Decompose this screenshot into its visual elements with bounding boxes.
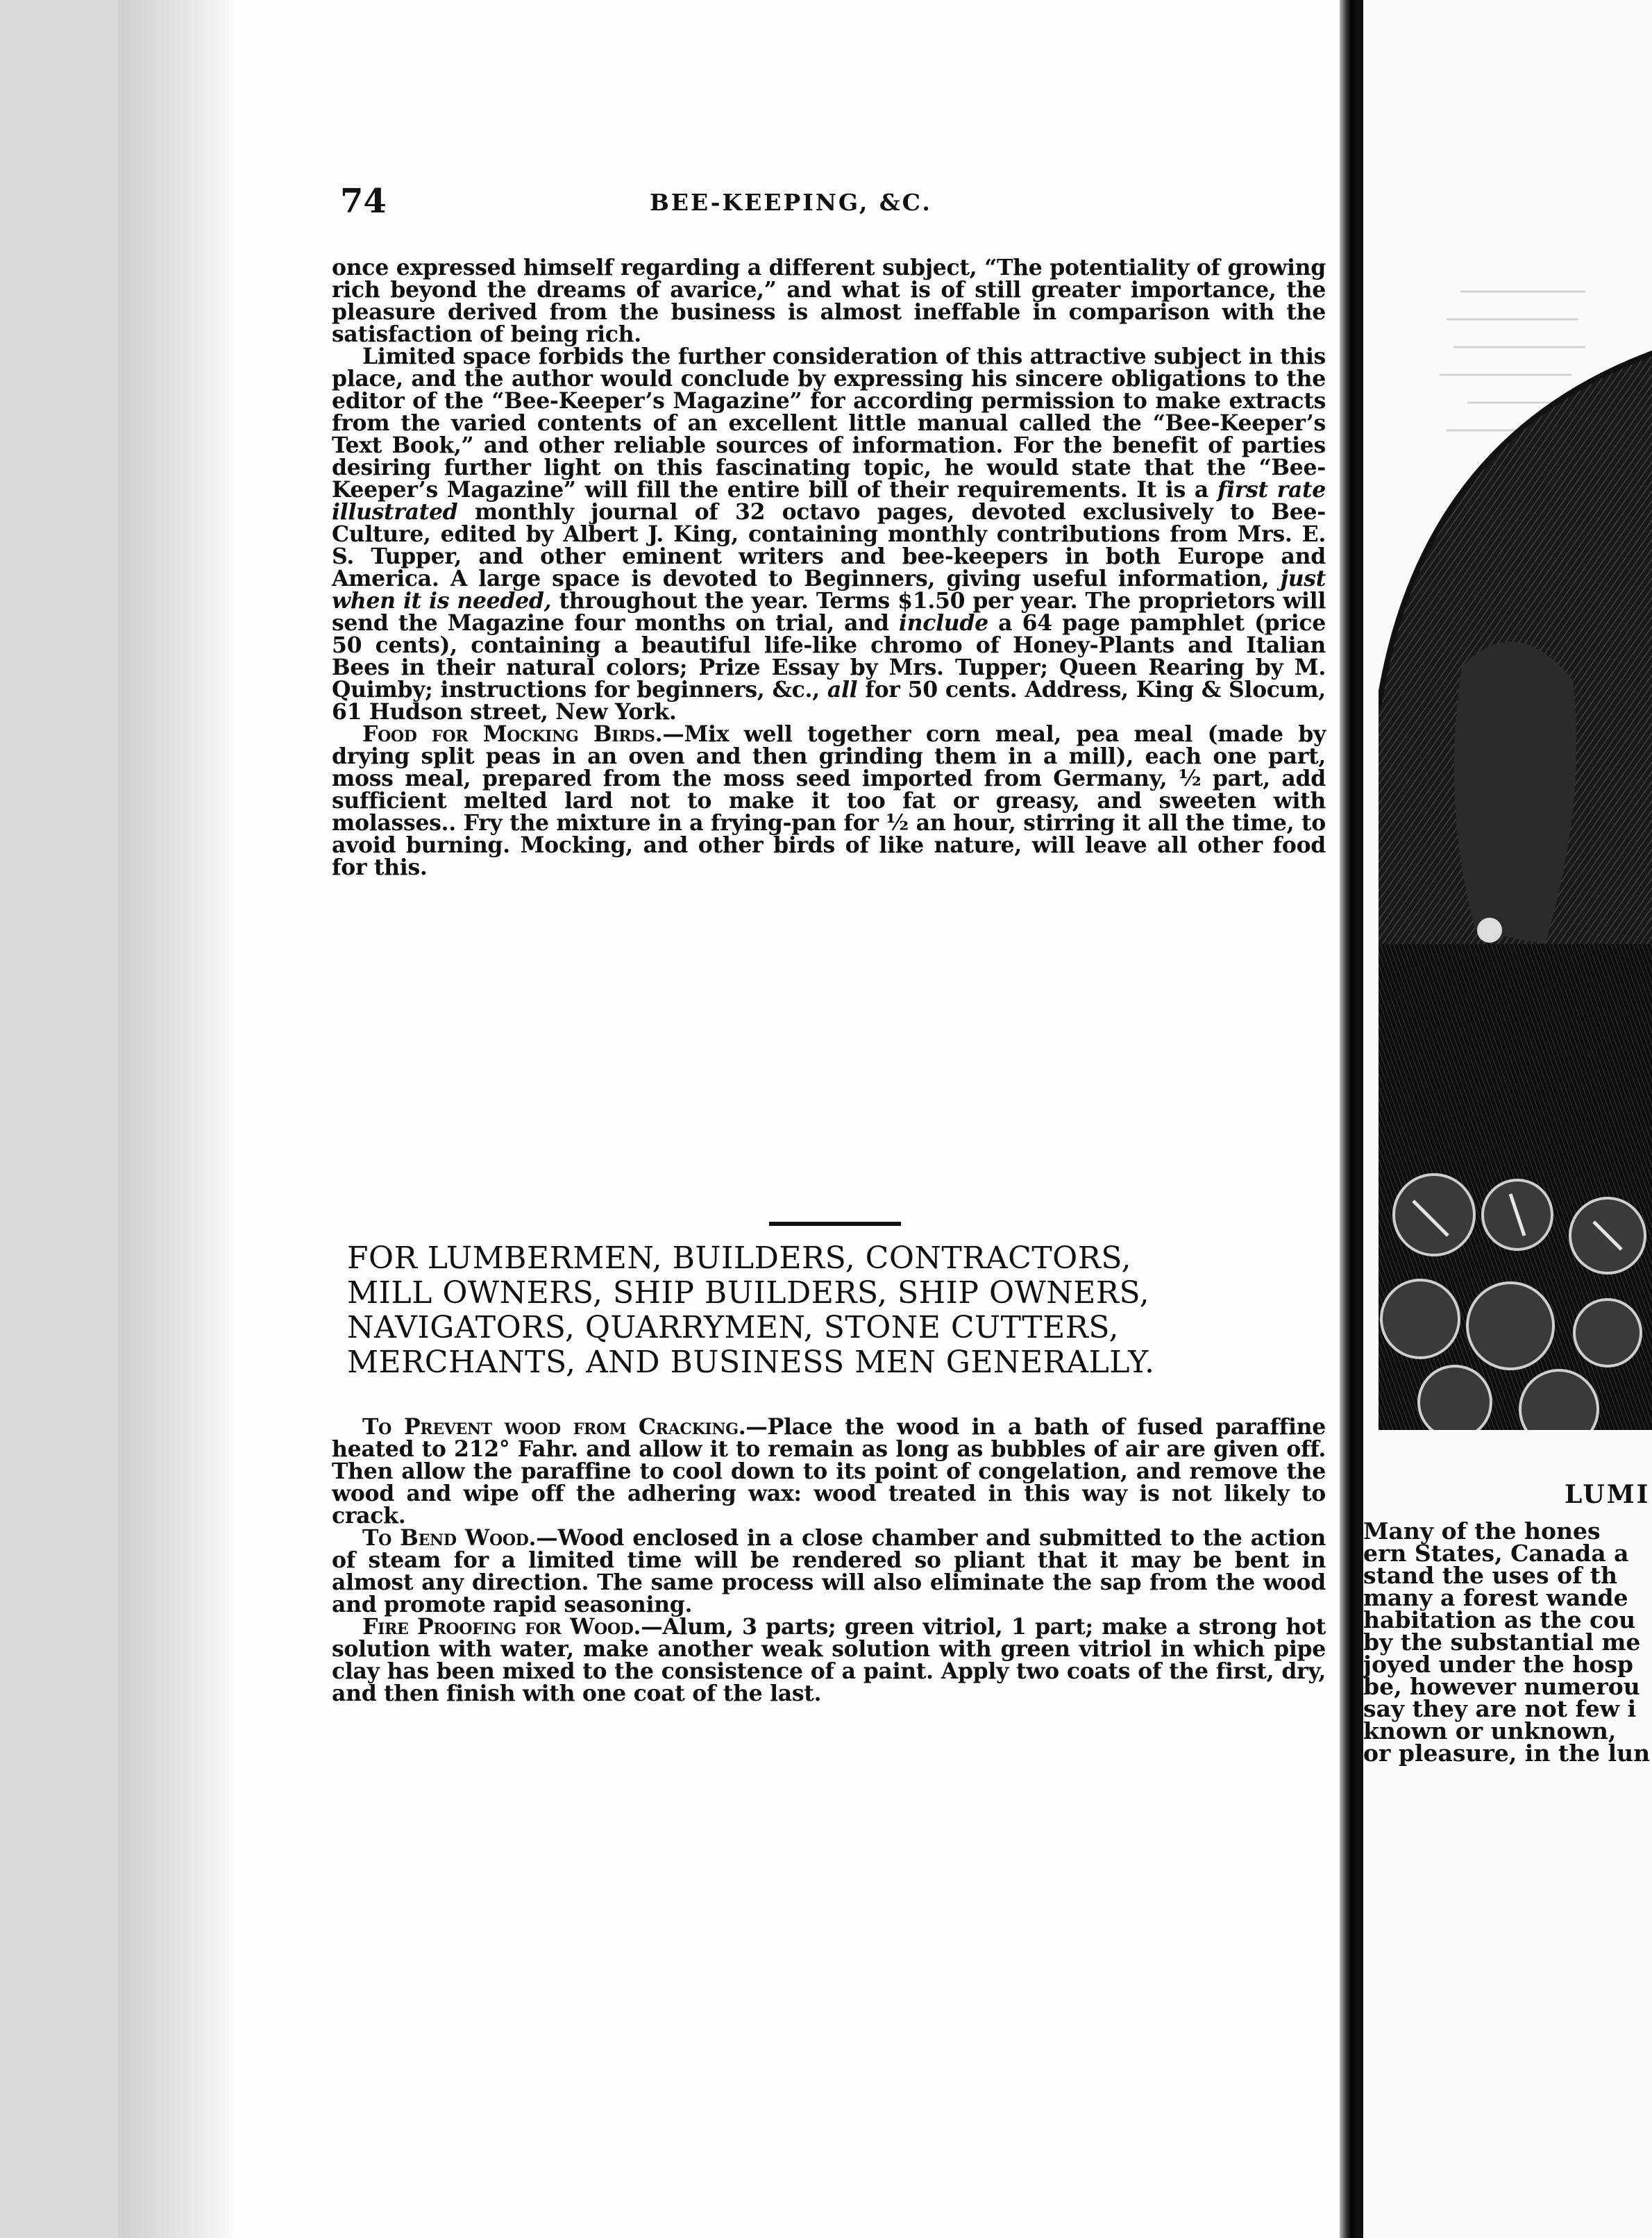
page-edge-shadow bbox=[118, 0, 229, 2238]
right-page-line: known or unknown, bbox=[1363, 1717, 1617, 1744]
book-gutter-dark bbox=[1356, 0, 1363, 2238]
paragraph-title: To Prevent wood from Cracking. bbox=[362, 1414, 746, 1440]
italic-run: all bbox=[827, 677, 858, 702]
text-run: Limited space forbids the further consideration of this attractive subject in this place, and the author would conclude by expressing his sincere obligations to the editor of the “Bee-Keeper’s Magazine” for according permission to make extracts from the varied contents of an excellent little manual called the “Bee-Keeper’s Text Book,” and other reliable sources of information. For the benefit of parties desiring further light on this fascinating topic, he would state that the “Bee-Keeper’s Magazine” will fill the entire bill of their requirements. It is a bbox=[332, 344, 1326, 503]
paragraph-continuation: once expressed himself regarding a different subject, “The potentiality of growing rich beyond the dreams of avarice,” and what is of still greater importance, the pleasure derived from the business is almost ineffable in comparison with the satisfaction of being rich. bbox=[332, 255, 1326, 347]
paragraph-text: —Place the wood in a bath of fused paraffine heated to 212° Fahr. and allow it to remain as long as bubbles of air are given off. Then allow the paraffine to cool down to its point of congelation, and remove the wood and wipe off the adhering wax: wood treated in this way is not likely to crack. bbox=[332, 1414, 1326, 1529]
italic-run: just when it is needed, bbox=[332, 566, 1326, 614]
right-page-line: be, however numerou bbox=[1363, 1673, 1640, 1700]
right-page-line: many a forest wande bbox=[1363, 1584, 1628, 1611]
page-header bbox=[340, 182, 1326, 224]
paragraph-text: —Wood enclosed in a close chamber and submitted to the action of steam for a limited time will be rendered so pliant that it may be bent in almost any direction. The same process will also eliminate the sap from the wood and promote rapid seasoning. bbox=[332, 1525, 1326, 1617]
text-run: a 64 page pamphlet (price 50 cents), containing a beautiful life-like chromo of Honey-Plants and Italian Bees in their natural colors; Prize Essay by Mrs. Tupper; Queen Rearing by M. Quimby; instructions for beginners, &c., bbox=[332, 610, 1326, 702]
paragraph-text: —Mix well together corn meal, pea meal (made by drying split peas in an oven and then grinding them in a mill), each one part, moss meal, prepared from the moss seed imported from Germany, ½ part, add sufficient melted lard not to make it too fat or greasy, and sweeten with molasses.. Fry the mixture in a frying-pan for ½ an hour, stirring it all the time, to avoid burning. Mocking, and other birds of like nature, will leave all other food for this. bbox=[332, 721, 1326, 880]
right-page-line: or pleasure, in the lun bbox=[1363, 1740, 1651, 1767]
running-head: BEE-KEEPING, &C. bbox=[650, 189, 932, 216]
paragraph-prevent-cracking bbox=[332, 1416, 1326, 1527]
woodcut-illustration bbox=[1379, 319, 1652, 1430]
text-column-bottom bbox=[332, 1416, 1326, 1705]
scan-margin bbox=[0, 0, 118, 2238]
page-number: 74 bbox=[340, 182, 387, 221]
text-column-top bbox=[332, 257, 1326, 879]
right-page-line: ern States, Canada a bbox=[1363, 1540, 1629, 1567]
illustration-caption: LUMI bbox=[1565, 1480, 1651, 1509]
right-page-line: Many of the hones bbox=[1363, 1517, 1601, 1545]
heading-line: FOR LUMBERMEN, BUILDERS, CONTRACTORS, bbox=[347, 1240, 1131, 1276]
right-page-line: say they are not few i bbox=[1363, 1695, 1637, 1722]
heading-line: MILL OWNERS, SHIP BUILDERS, SHIP OWNERS, bbox=[347, 1275, 1150, 1311]
section-rule bbox=[769, 1222, 901, 1226]
text-run: monthly journal of 32 octavo pages, devoted exclusively to Bee-Culture, edited by Albert J. King, containing monthly contributions from Mrs. E. S. Tupper, and other eminent writers and bee-keepers in both Europe and America. A large space is devoted to Beginners, giving useful information, bbox=[332, 499, 1326, 591]
paragraph-bee-keepers-magazine bbox=[332, 346, 1326, 723]
section-heading bbox=[347, 1241, 1333, 1380]
text-run: throughout the year. Terms $1.50 per year. The proprietors will send the Magazine four months on trial, and bbox=[332, 588, 1326, 636]
right-page bbox=[1363, 0, 1652, 2238]
italic-run: include bbox=[898, 610, 988, 636]
text-run: for 50 cents. Address, King & Slocum, 61 Hudson street, New York. bbox=[332, 677, 1326, 725]
book-gutter bbox=[1340, 0, 1356, 2238]
paragraph-mocking-birds bbox=[332, 723, 1326, 879]
right-page-line: joyed under the hosp bbox=[1363, 1651, 1633, 1678]
paragraph-title: To Bend Wood. bbox=[362, 1525, 537, 1551]
italic-run: first rate illustrated bbox=[332, 477, 1326, 525]
paragraph-fire-proofing bbox=[332, 1616, 1326, 1705]
heading-line: MERCHANTS, AND BUSINESS MEN GENERALLY. bbox=[347, 1345, 1155, 1380]
paragraph-bend-wood bbox=[332, 1527, 1326, 1616]
paragraph-title: Fire Proofing for Wood. bbox=[362, 1614, 641, 1640]
paragraph-title: Food for Mocking Birds. bbox=[362, 721, 663, 747]
paragraph-text: —Alum, 3 parts; green vitriol, 1 part; make a strong hot solution with water, make another weak solution with green vitriol in which pipe clay has been mixed to the consistence of a paint. Apply two coats of the first, dry, and then finish with one coat of the last. bbox=[332, 1614, 1326, 1706]
right-page-line: habitation as the cou bbox=[1363, 1606, 1636, 1633]
right-page-line: by the substantial me bbox=[1363, 1629, 1641, 1656]
heading-line: NAVIGATORS, QUARRYMEN, STONE CUTTERS, bbox=[347, 1310, 1119, 1345]
right-page-line: stand the uses of th bbox=[1363, 1562, 1618, 1589]
